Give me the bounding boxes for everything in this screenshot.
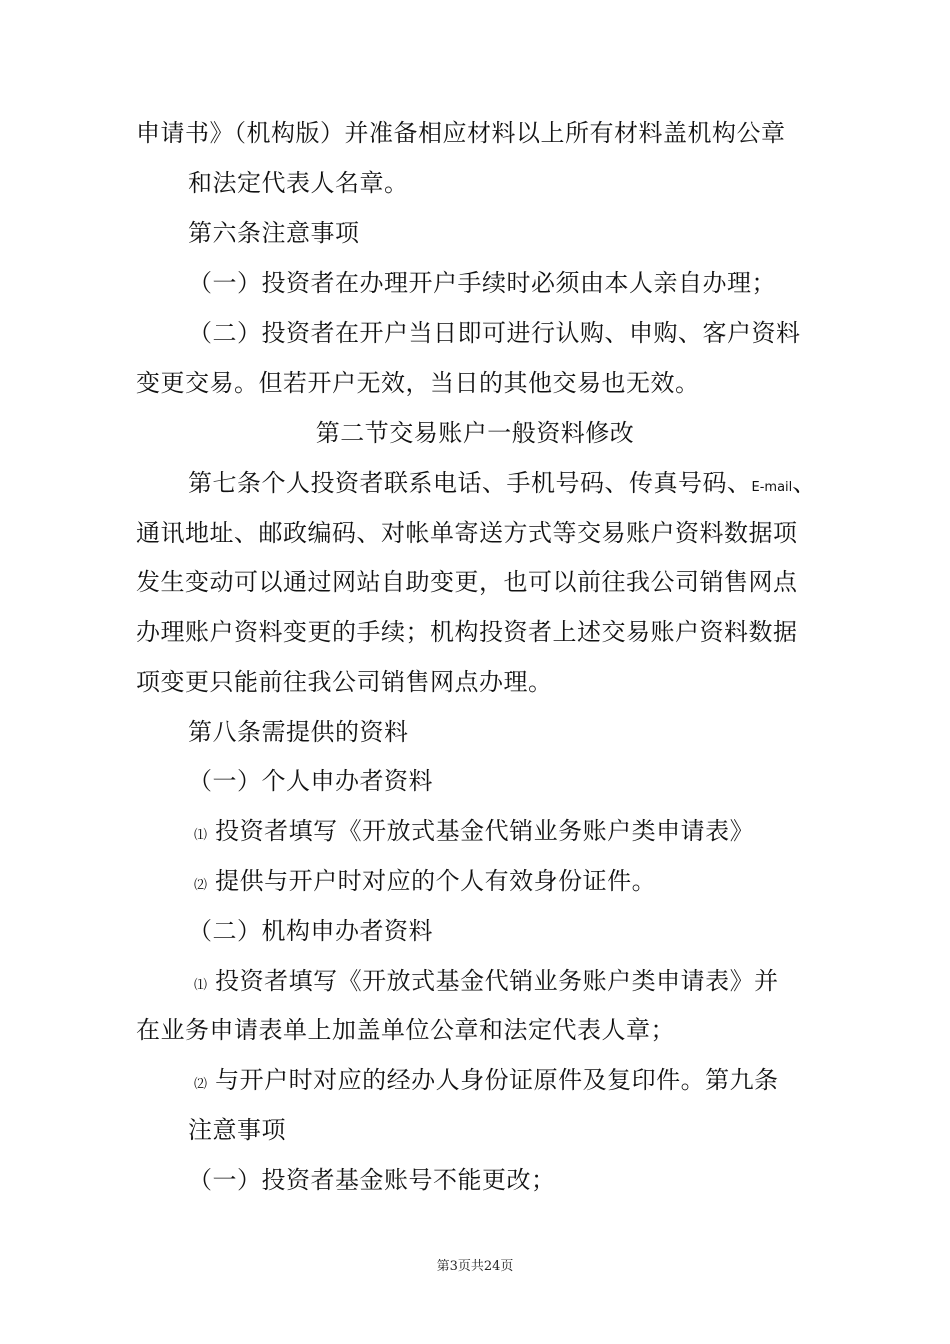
paragraph-line: 申请书》（机构版）并准备相应材料以上所有材料盖机构公章 — [136, 119, 786, 147]
section-heading: 第二节交易账户一般资料修改 — [315, 419, 635, 447]
list-item: （二）投资者在开户当日即可进行认购、申购、客户资料 — [188, 319, 801, 347]
list-item: （一）个人申办者资料 — [188, 767, 433, 795]
list-item — [194, 866, 656, 901]
page-number-footer: 第3页共24页 — [436, 1259, 514, 1274]
paragraph-line: 通讯地址、邮政编码、对帐单寄送方式等交易账户资料数据项 — [136, 519, 798, 547]
item-number: ⑵ — [194, 878, 208, 893]
article-heading: 第八条需提供的资料 — [188, 718, 409, 746]
item-number: ⑴ — [194, 978, 208, 993]
list-item — [194, 1065, 779, 1100]
paragraph-line: 变更交易。但若开户无效，当日的其他交易也无效。 — [136, 369, 700, 397]
list-item: （一）投资者在办理开户手续时必须由本人亲自办理； — [188, 269, 776, 297]
paragraph-line: 在业务申请表单上加盖单位公章和法定代表人章； — [136, 1016, 675, 1044]
item-text: 投资者填写《开放式基金代销业务账户类申请表》 — [215, 817, 755, 845]
item-number: ⑴ — [194, 828, 208, 843]
item-text: 提供与开户时对应的个人有效身份证件。 — [215, 867, 657, 895]
list-item — [194, 966, 779, 1001]
item-text: 投资者填写《开放式基金代销业务账户类申请表》并 — [215, 967, 779, 995]
paragraph-line: 和法定代表人名章。 — [188, 169, 409, 197]
paragraph-text: 第七条个人投资者联系电话、手机号码、传真号码、 — [188, 469, 752, 497]
punctuation: 、 — [792, 469, 817, 497]
email-label: E-mail — [751, 480, 793, 495]
article-heading: 第六条注意事项 — [188, 219, 360, 247]
paragraph-line — [188, 468, 817, 503]
paragraph-line: 办理账户资料变更的手续；机构投资者上述交易账户资料数据 — [136, 618, 798, 646]
list-item: （一）投资者基金账号不能更改； — [188, 1166, 556, 1194]
paragraph-line: 注意事项 — [188, 1116, 286, 1144]
item-number: ⑵ — [194, 1077, 208, 1092]
paragraph-line: 发生变动可以通过网站自助变更，也可以前往我公司销售网点 — [136, 568, 798, 596]
paragraph-line: 项变更只能前往我公司销售网点办理。 — [136, 668, 553, 696]
list-item — [194, 816, 754, 851]
list-item: （二）机构申办者资料 — [188, 917, 433, 945]
item-text: 与开户时对应的经办人身份证原件及复印件。第九条 — [215, 1066, 779, 1094]
